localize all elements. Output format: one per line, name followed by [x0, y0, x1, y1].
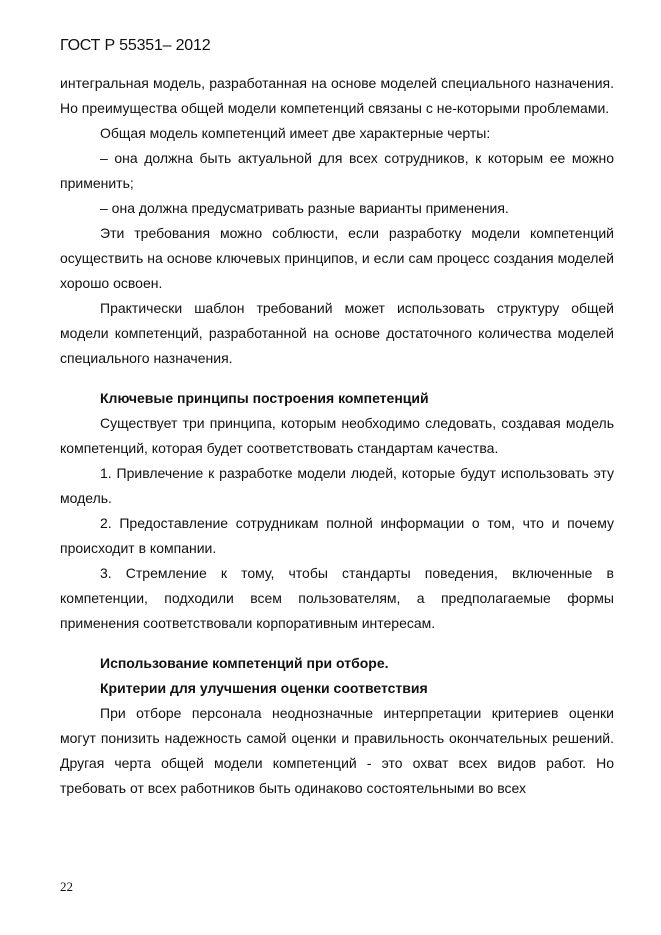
page-number: 22	[60, 879, 73, 894]
list-item-numbered-1: 1. Привлечение к разработке модели людей, которые будут использовать эту модель.	[60, 465, 614, 506]
section-heading-key-principles: Ключевые принципы построения компетенций	[100, 390, 429, 406]
list-item-dash-2: – она должна предусматривать разные варианты применения.	[100, 200, 509, 216]
paragraph-three-principles: Существует три принципа, которым необходимо следовать, создавая модель компетенций, которая будет соответствовать стандартам качества.	[60, 415, 614, 456]
document-header: ГОСТ Р 55351– 2012	[60, 37, 211, 54]
section-heading-selection: Использование компетенций при отборе.	[100, 655, 389, 671]
list-item-numbered-3: 3. Стремление к тому, чтобы стандарты поведения, включенные в компетенции, подходили всем пользователям, а предполагаемые формы применения соответствовали корпоративным интересам.	[60, 565, 614, 631]
paragraph-intro-features: Общая модель компетенций имеет две характерные черты:	[100, 125, 491, 141]
paragraph-requirements: Эти требования можно соблюсти, если разработку модели компетенций осуществить на основе ключевых принципов, и если сам процесс создания моделей хорошо освоен.	[60, 225, 614, 291]
paragraph-continuation: интегральная модель, разработанная на основе моделей специального назначения. Но преимущества общей модели компетенций связаны с не-которыми проблемами.	[60, 75, 614, 116]
list-item-dash-1: – она должна быть актуальной для всех сотрудников, к которым ее можно применить;	[60, 150, 614, 191]
list-item-numbered-2: 2. Предоставление сотрудникам полной информации о том, что и почему происходит в компании.	[60, 515, 614, 556]
document-body	[60, 71, 614, 801]
paragraph-template: Практически шаблон требований может использовать структуру общей модели компетенций, разработанной на основе достаточного количества моделей специального назначения.	[60, 300, 614, 366]
section-heading-criteria: Критерии для улучшения оценки соответствия	[100, 680, 428, 696]
paragraph-selection: При отборе персонала неоднозначные интерпретации критериев оценки могут понизить надежность самой оценки и правильность окончательных решений. Другая черта общей модели компетенций - это охват всех видов работ. Но требовать от всех работников быть одинаково состоятельными во всех	[60, 705, 614, 796]
